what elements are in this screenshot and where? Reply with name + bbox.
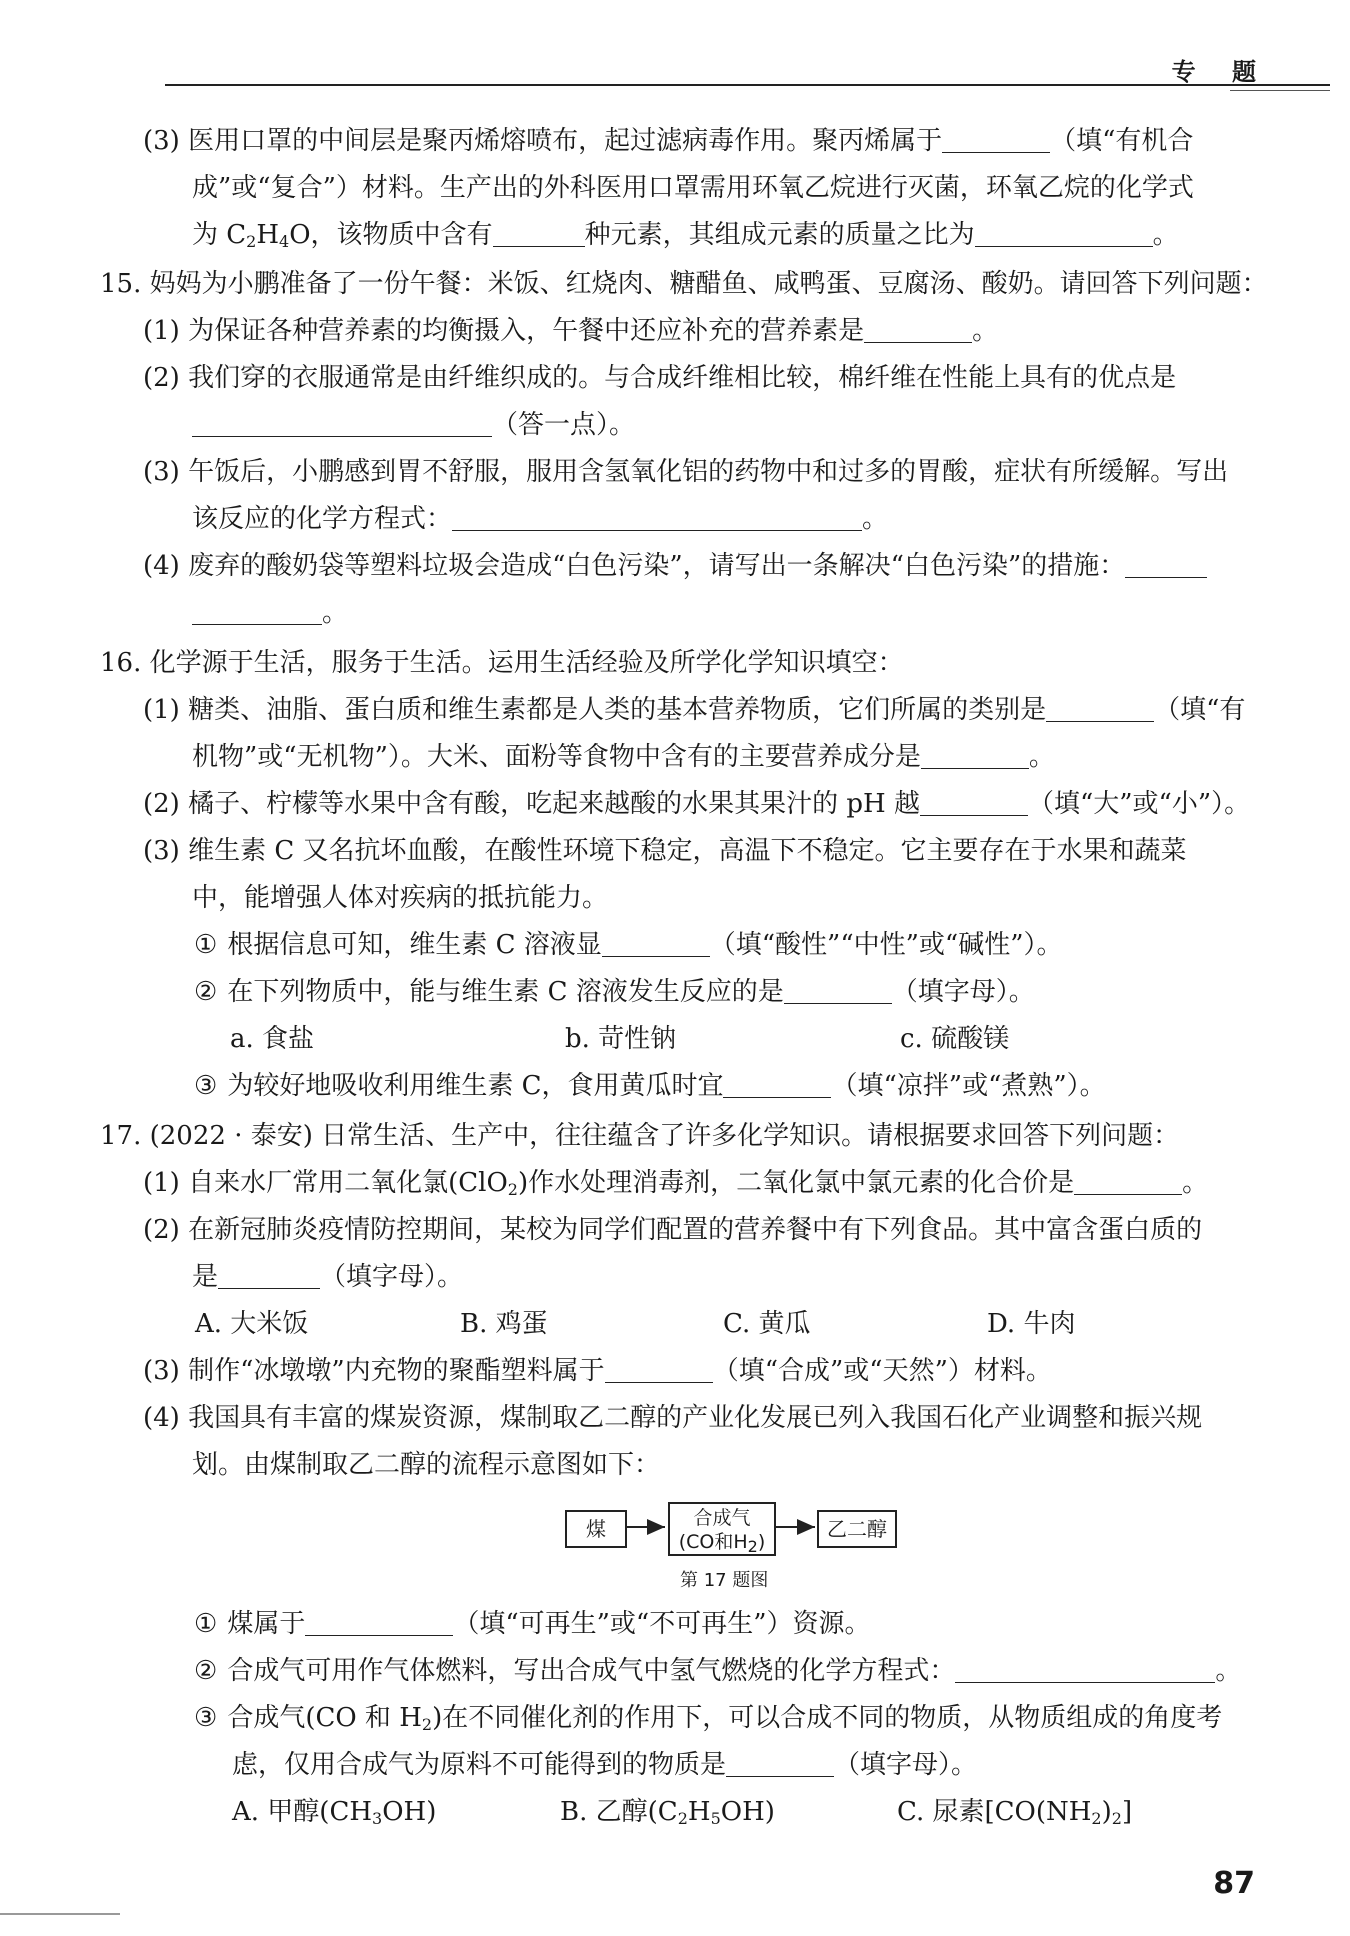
q17-part4-line2: 划。由煤制取乙二醇的流程示意图如下：	[192, 1450, 661, 1480]
header-rule	[165, 84, 1330, 86]
q16-sub2: ② 在下列物质中，能与维生素 C 溶液发生反应的是 （填字母）。	[194, 977, 1035, 1007]
page-number: 87	[1213, 1866, 1255, 1901]
q15-part2-line1: (2) 我们穿的衣服通常是由纤维织成的。与合成纤维相比较，棉纤维在性能上具有的优点是	[143, 363, 1177, 393]
q17-option-D[interactable]: D. 牛肉	[987, 1309, 1076, 1339]
q16-part3-line2: 中，能增强人体对疾病的抵抗能力。	[192, 883, 609, 913]
q15-part4-line2: 。	[192, 593, 348, 633]
q15-part3-line1: (3) 午饭后，小鹏感到胃不舒服，服用含氢氧化铝的药物中和过多的胃酸，症状有所缓解。写出	[143, 457, 1229, 487]
q17-sub1: ① 煤属于 （填“可再生”或“不可再生”）资源。	[194, 1609, 871, 1639]
flow-box-syngas-line2: (CO和$H_2$)	[678, 1531, 766, 1556]
q16-part1-line2: 机物”或“无机物”）。大米、面粉等食物中含有的主要营养成分是 。	[192, 742, 1055, 772]
q17-part2-line1: (2) 在新冠肺炎疫情防控期间，某校为同学们配置的营养餐中有下列食品。其中富含蛋白质的	[143, 1215, 1203, 1245]
flow-box-ethylene-glycol: 乙二醇	[817, 1510, 897, 1548]
blank[interactable]	[921, 742, 1029, 769]
blank[interactable]	[955, 1656, 1215, 1683]
blank[interactable]	[605, 1356, 713, 1383]
q17-sub3-line1: ③ 合成气(CO 和 $H_2$)在不同催化剂的作用下，可以合成不同的物质，从物质组成的角度考	[194, 1703, 1223, 1734]
q16-part3-line1: (3) 维生素 C 又名抗坏血酸，在酸性环境下稳定，高温下不稳定。它主要存在于水果和蔬菜	[143, 836, 1187, 866]
q17-part1: (1) 自来水厂常用二氧化氯(ClO$_2$)作水处理消毒剂，二氧化氯中氯元素的化合价是 。	[143, 1168, 1209, 1199]
blank[interactable]	[942, 126, 1050, 153]
q16-option-a[interactable]: a. 食盐	[230, 1024, 315, 1054]
blank[interactable]	[305, 1609, 453, 1636]
q17-option-C[interactable]: C. 黄瓜	[723, 1309, 811, 1339]
flow-box-syngas-line1: 合成气	[693, 1507, 751, 1529]
blank[interactable]	[1074, 1168, 1182, 1195]
q17-part3: (3) 制作“冰墩墩”内充物的聚酯塑料属于 （填“合成”或“天然”）材料。	[143, 1356, 1052, 1386]
blank[interactable]	[920, 789, 1028, 816]
blank[interactable]	[452, 504, 862, 531]
q16-part1-line1: (1) 糖类、油脂、蛋白质和维生素都是人类的基本营养物质，它们所属的类别是 （填“有	[143, 695, 1246, 725]
q16-sub1: ① 根据信息可知，维生素 C 溶液显 （填“酸性”“中性”或“碱性”）。	[194, 930, 1063, 960]
q17-option-B[interactable]: B. 鸡蛋	[460, 1309, 548, 1339]
footer-rule	[0, 1913, 120, 1915]
q17-option-A[interactable]: A. 大米饭	[195, 1309, 309, 1339]
q17-stem: 17. (2022 · 泰安) 日常生活、生产中，往往蕴含了许多化学知识。请根据要求回答下列问题：	[100, 1121, 1180, 1151]
q17-sub3-line2: 虑，仅用合成气为原料不可能得到的物质是 （填字母）。	[232, 1750, 978, 1780]
q17-sub3-option-B[interactable]: B. 乙醇$(C_2H_5OH)$	[560, 1797, 775, 1828]
q15-part4-line1: (4) 废弃的酸奶袋等塑料垃圾会造成“白色污染”，请写出一条解决“白色污染”的措施：	[143, 546, 1207, 586]
figure-caption: 第 17 题图	[680, 1570, 769, 1591]
q16-option-c[interactable]: c. 硫酸镁	[900, 1024, 1010, 1054]
q15-part1: (1) 为保证各种营养素的均衡摄入，午餐中还应补充的营养素是 。	[143, 316, 999, 346]
q15-part3-line2: 该反应的化学方程式： 。	[192, 504, 889, 534]
blank[interactable]	[975, 220, 1153, 247]
blank[interactable]	[723, 1071, 831, 1098]
q16-option-b[interactable]: b. 苛性钠	[565, 1024, 677, 1054]
header-title: 专 题	[1171, 58, 1270, 86]
q15-stem: 15. 妈妈为小鹏准备了一份午餐：米饭、红烧肉、糖醋鱼、咸鸭蛋、豆腐汤、酸奶。请回答下列问题：	[100, 269, 1268, 299]
q16-stem: 16. 化学源于生活，服务于生活。运用生活经验及所学化学知识填空：	[100, 648, 904, 678]
blank[interactable]	[192, 410, 492, 437]
q17-part2-line2: 是 （填字母）。	[192, 1262, 464, 1292]
q17-part4-line1: (4) 我国具有丰富的煤炭资源，煤制取乙二醇的产业化发展已列入我国石化产业调整和振兴规	[143, 1403, 1203, 1433]
header-rule-secondary	[1230, 90, 1330, 91]
q17-sub2: ② 合成气可用作气体燃料，写出合成气中氢气燃烧的化学方程式： 。	[194, 1656, 1242, 1686]
blank[interactable]	[602, 930, 710, 957]
blank[interactable]	[726, 1750, 834, 1777]
blank[interactable]	[493, 220, 585, 247]
flow-box-syngas	[668, 1502, 776, 1556]
q16-sub3: ③ 为较好地吸收利用维生素 C，食用黄瓜时宜 （填“凉拌”或“煮熟”）。	[194, 1071, 1106, 1101]
blank[interactable]	[218, 1262, 320, 1289]
blank[interactable]	[864, 316, 972, 343]
q14-part3-line3: 为 $C_2H_4O$，该物质中含有 种元素，其组成元素的质量之比为 。	[192, 220, 1179, 251]
q14-part3-line2: 成”或“复合”）材料。生产出的外科医用口罩需用环氧乙烷进行灭菌，环氧乙烷的化学式	[192, 173, 1194, 203]
q16-part2: (2) 橘子、柠檬等水果中含有酸，吃起来越酸的水果其果汁的 pH 越 （填“大”或“小”）。	[143, 789, 1251, 819]
q15-part2-line2: （答一点）。	[192, 405, 635, 445]
q17-sub3-option-C[interactable]: C. 尿素$[CO(NH_2)_2]$	[897, 1797, 1133, 1828]
blank[interactable]	[1046, 695, 1154, 722]
blank[interactable]	[1125, 551, 1207, 578]
q14-part3-line1: (3) 医用口罩的中间层是聚丙烯熔喷布，起过滤病毒作用。聚丙烯属于 （填“有机合	[143, 126, 1194, 156]
blank[interactable]	[784, 977, 892, 1004]
blank[interactable]	[192, 598, 322, 625]
q17-sub3-option-A[interactable]: A. 甲醇$(CH_3OH)$	[232, 1797, 437, 1828]
flow-box-coal: 煤	[565, 1510, 627, 1548]
